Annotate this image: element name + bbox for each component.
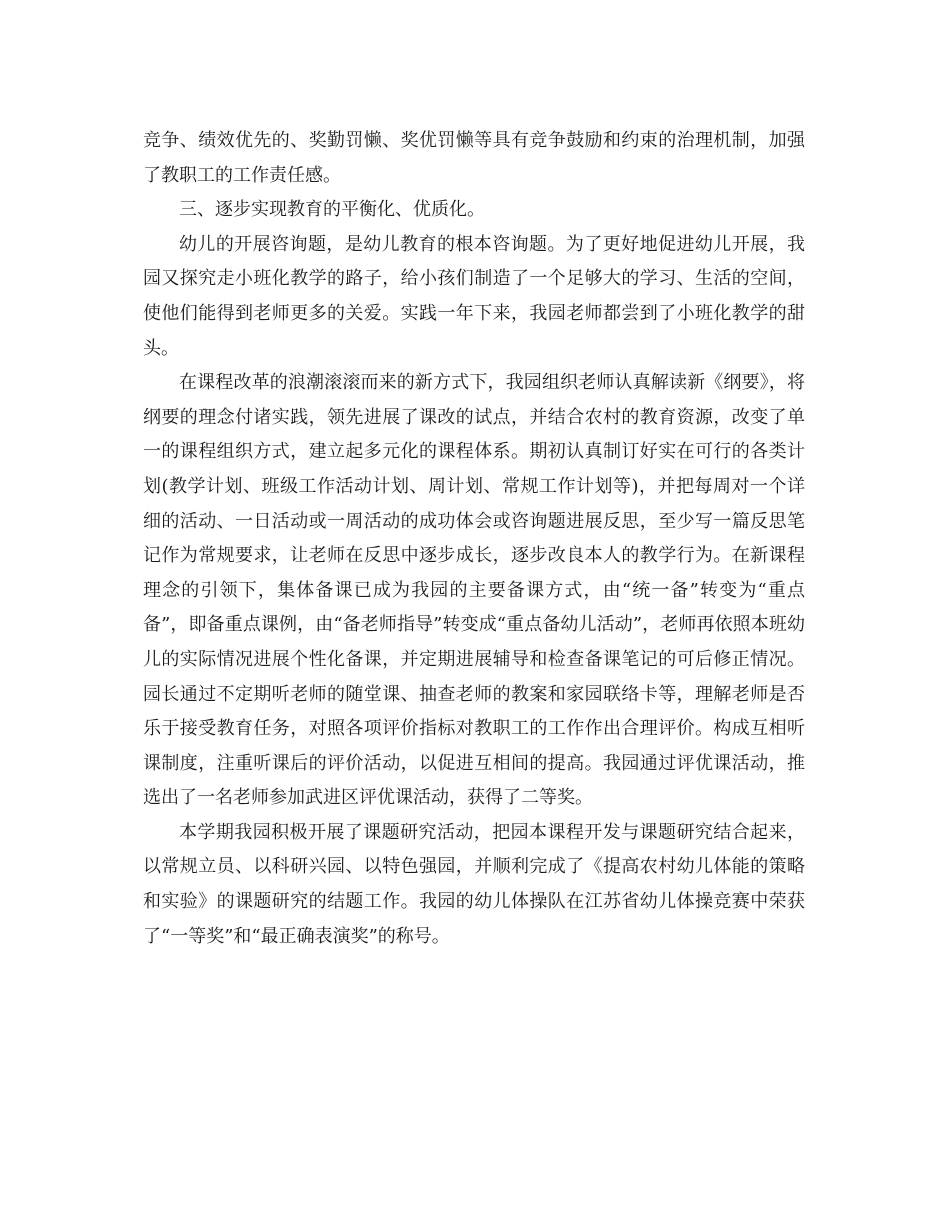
paragraph-small-class-teaching: 幼儿的开展咨询题，是幼儿教育的根本咨询题。为了更好地促进幼儿开展，我园又探究走小班化教学的路子，给小孩们制造了一个足够大的学习、生活的空间，使他们能得到老师更多的关爱。实践一年下来，我园老师都尝到了小班化教学的甜头。 — [143, 233, 805, 359]
paragraph-continuation: 竞争、绩效优先的、奖勤罚懒、奖优罚懒等具有竞争鼓励和约束的治理机制，加强了教职工的工作责任感。 — [143, 130, 805, 186]
section-heading: 三、逐步实现教育的平衡化、优质化。 — [179, 199, 485, 221]
document-body — [143, 124, 805, 954]
paragraph-curriculum-reform: 在课程改革的浪潮滚滚而来的新方式下，我园组织老师认真解读新《纲要》，将纲要的理念付诸实践，领先进展了课改的试点，并结合农村的教育资源，改变了单一的课程组织方式，建立起多元化的课程体系。期初认真制订好实在可行的各类计划(教学计划、班级工作活动计划、周计划、常规工作计划等)，并把每周对一个详细的活动、一日活动或一周活动的成功体会或咨询题进展反思，至少写一篇反思笔记作为常规要求，让老师在反思中逐步成长，逐步改良本人的教学行为。在新课程理念的引领下，集体备课已成为我园的主要备课方式，由“统一备”转变为“重点备”，即备重点课例，由“备老师指导”转变成“重点备幼儿活动”，老师再依照本班幼儿的实际情况进展个性化备课，并定期进展辅导和检查备课笔记的可后修正情况。园长通过不定期听老师的随堂课、抽查老师的教案和家园联络卡等，理解老师是否乐于接受教育任务，对照各项评价指标对教职工的工作作出合理评价。构成互相听课制度，注重听课后的评价活动，以促进互相间的提高。我园通过评优课活动，推选出了一名老师参加武进区评优课活动，获得了二等奖。 — [143, 372, 805, 809]
paragraph-research-activities: 本学期我园积极开展了课题研究活动，把园本课程开发与课题研究结合起来，以常规立员、以科研兴园、以特色强园，并顺利完成了《提高农村幼儿体能的策略和实验》的课题研究的结题工作。我园的幼儿体操队在江苏省幼儿体操竞赛中荣获了“一等奖”和“最正确表演奖”的称号。 — [143, 821, 805, 947]
